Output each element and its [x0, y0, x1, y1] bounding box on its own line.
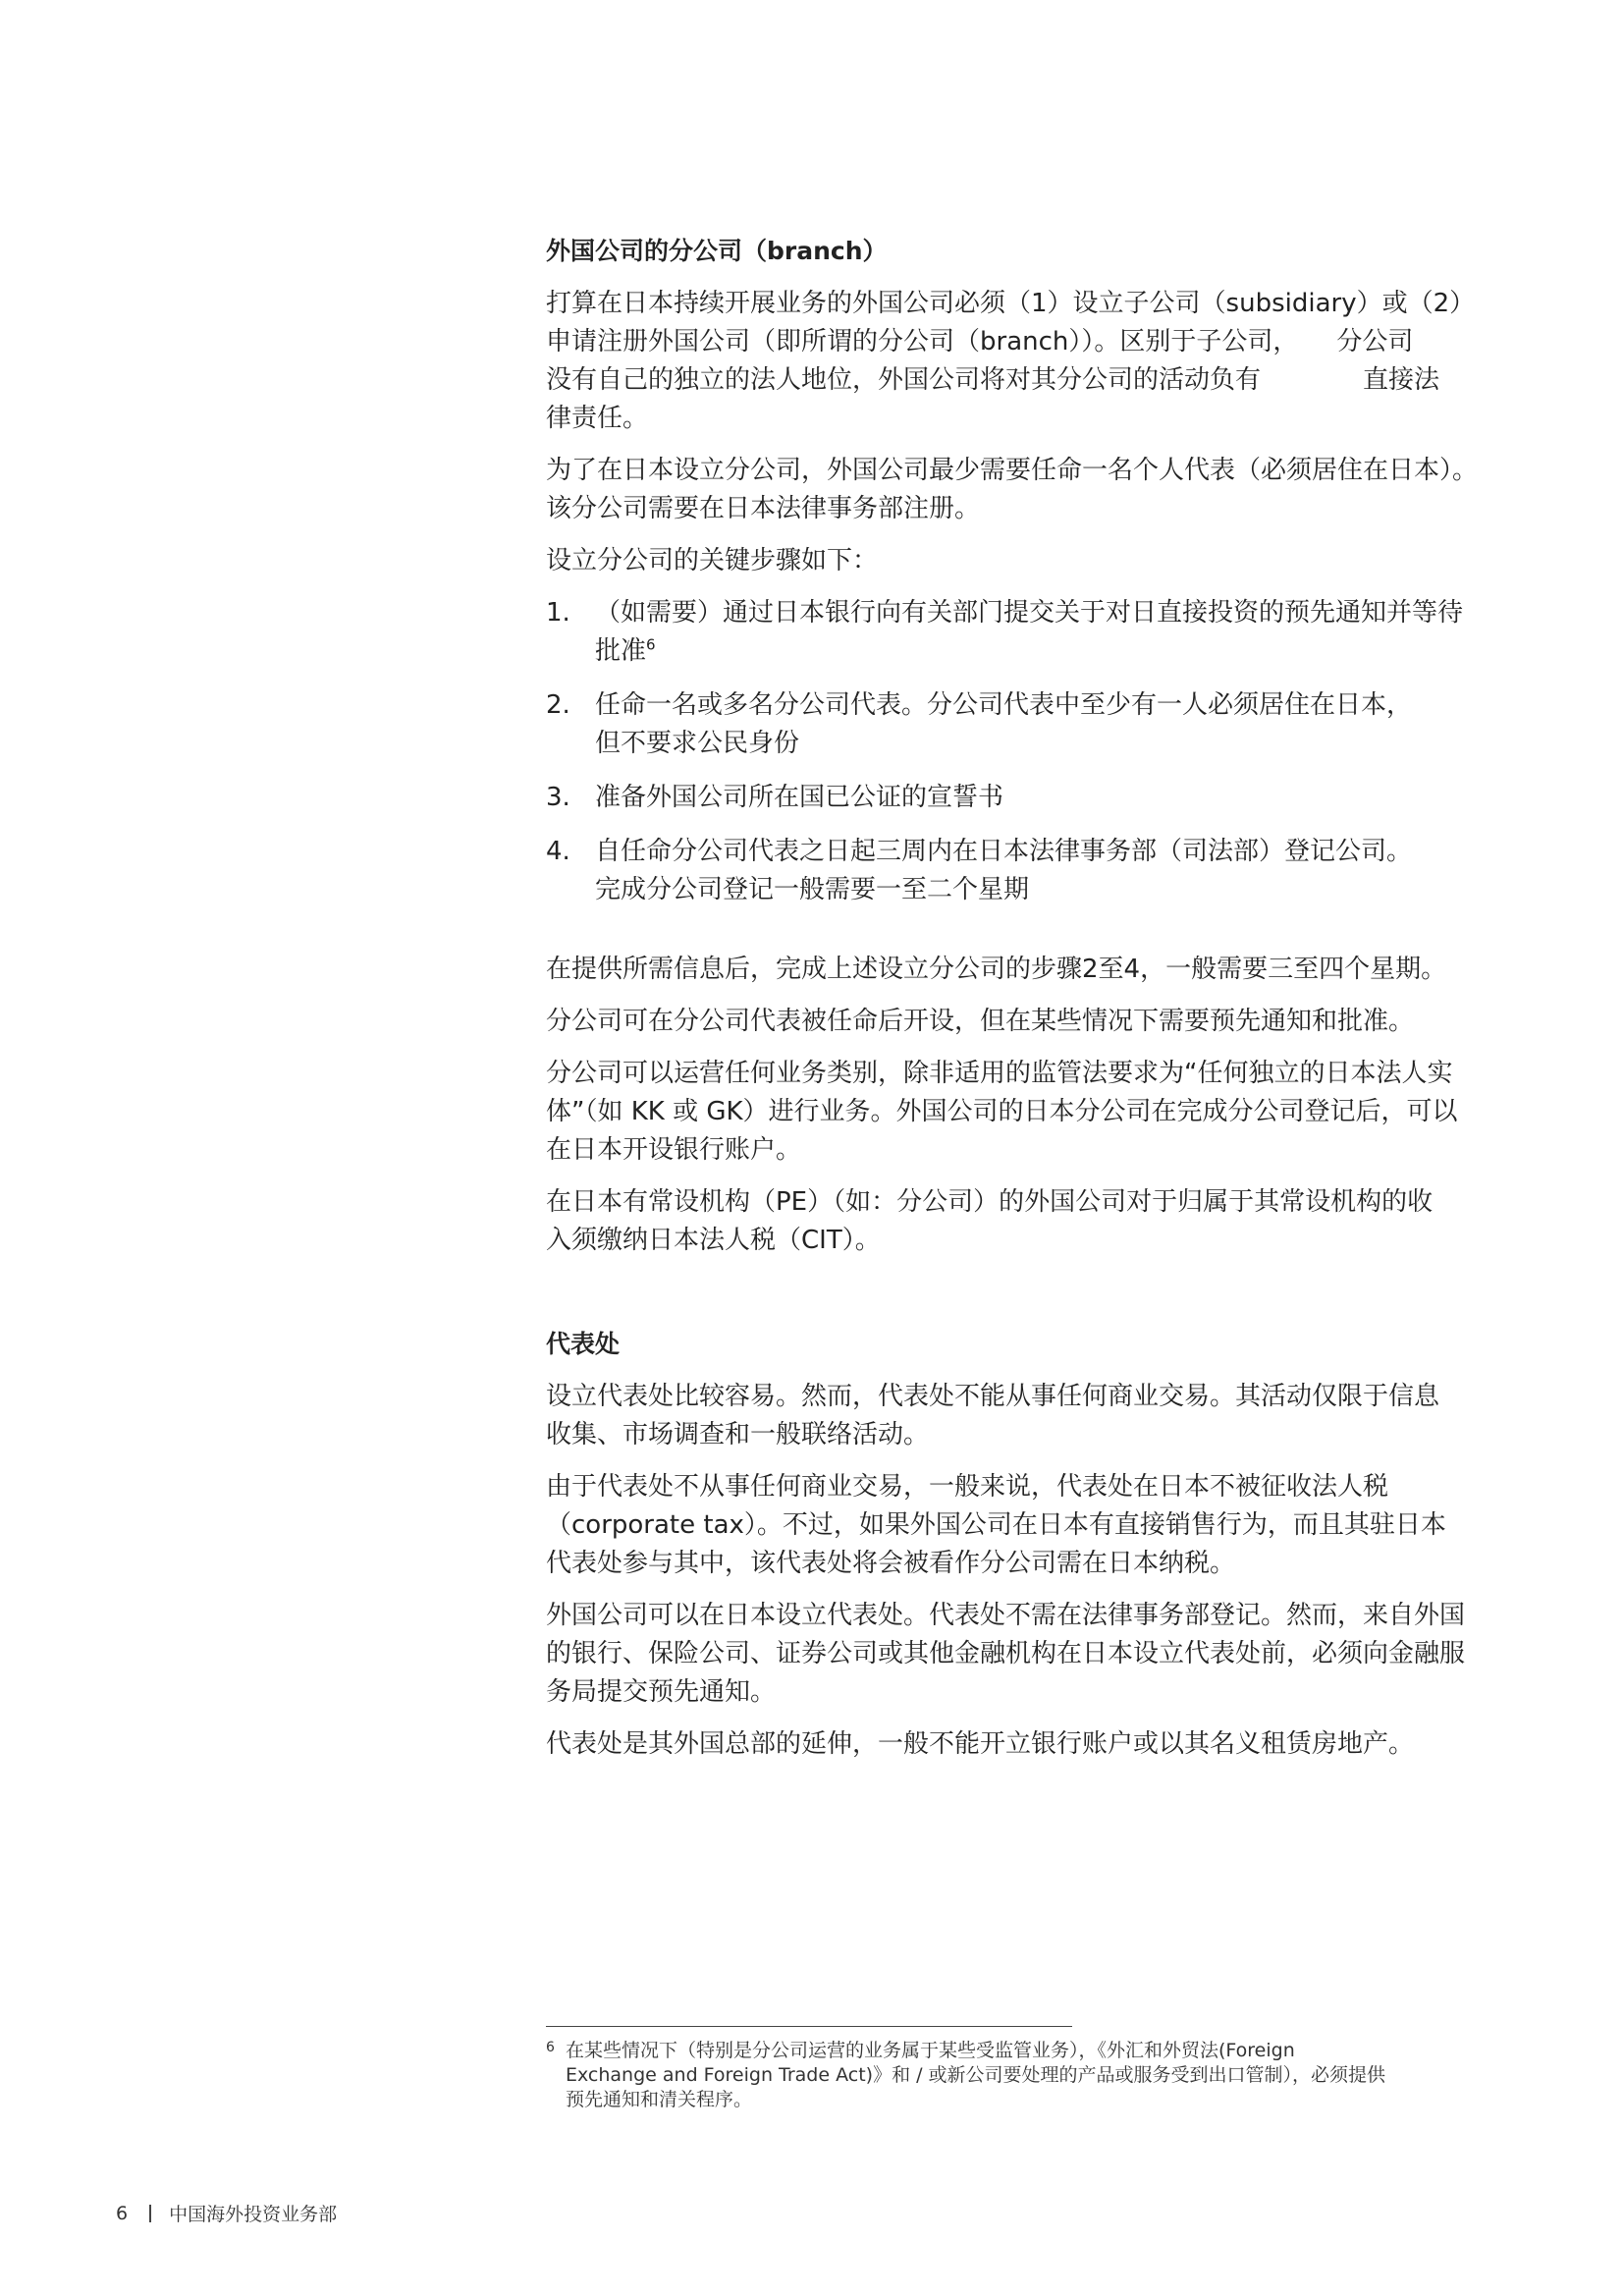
footnote-reference: 6 — [646, 635, 656, 654]
text-line: 体”（如 KK 或 GK）进行业务。外国公司的日本分公司在完成分公司登记后，可以 — [546, 1097, 1458, 1126]
text-line: 但不要求公民身份 — [595, 729, 800, 758]
page-number: 6 — [116, 2202, 129, 2224]
list-number: 4. — [546, 837, 570, 866]
paragraph: 设立分公司的关键步骤如下： — [546, 546, 879, 575]
list-item — [546, 686, 1567, 763]
text-line: 律责任。 — [546, 404, 649, 433]
text-line: 申请注册外国公司（即所谓的分公司（branch））。区别于子公司， 分公司 — [546, 327, 1414, 356]
text-line: 该分公司需要在日本法律事务部注册。 — [546, 494, 981, 523]
steps-list — [546, 594, 1567, 909]
list-item — [546, 779, 1567, 817]
text-line: （如需要）通过日本银行向有关部门提交关于对日直接投资的预先通知并等待 — [595, 598, 1464, 628]
text-line: 务局提交预先通知。 — [546, 1677, 777, 1707]
list-item — [546, 594, 1567, 671]
text-line: 收集、市场调查和一般联络活动。 — [546, 1420, 930, 1449]
text-line: 为了在日本设立分公司，外国公司最少需要任命一名个人代表（必须居住在日本）。 — [546, 456, 1479, 485]
text-line: 自任命分公司代表之日起三周内在日本法律事务部（司法部）登记公司。 — [595, 837, 1413, 866]
footnote-line: Exchange and Foreign Trade Act)》和 / 或新公司要处理的产品或服务受到出口管制），必须提供 — [566, 2064, 1386, 2086]
text-line: 入须缴纳日本法人税（CIT）。 — [546, 1226, 881, 1255]
text-line: （corporate tax）。不过，如果外国公司在日本有直接销售行为，而且其驻日本 — [546, 1510, 1446, 1540]
paragraph — [546, 1055, 1567, 1170]
text-line: 外国公司可以在日本设立代表处。代表处不需在法律事务部登记。然而，来自外国 — [546, 1601, 1466, 1630]
paragraph: 代表处是其外国总部的延伸，一般不能开立银行账户或以其名义租赁房地产。 — [546, 1729, 1415, 1759]
footnote-line: 在某些情况下（特别是分公司运营的业务属于某些受监管业务），《外汇和外贸法(Foreign — [566, 2040, 1295, 2061]
text-line: 准备外国公司所在国已公证的宣誓书 — [595, 783, 1004, 812]
paragraph — [546, 285, 1567, 438]
section-heading-rep-office: 代表处 — [546, 1330, 621, 1358]
text-line: 设立代表处比较容易。然而，代表处不能从事任何商业交易。其活动仅限于信息 — [546, 1382, 1440, 1411]
text-line — [595, 632, 1567, 671]
footnote-divider — [546, 2026, 1072, 2027]
list-number: 1. — [546, 598, 570, 628]
list-number: 3. — [546, 783, 570, 812]
text-line: 完成分公司登记一般需要一至二个星期 — [595, 875, 1030, 904]
text-line: 分公司可以运营任何业务类别，除非适用的监管法要求为“任何独立的日本法人实 — [546, 1059, 1453, 1088]
text-line: 由于代表处不从事任何商业交易，一般来说，代表处在日本不被征收法人税 — [546, 1472, 1389, 1502]
footnote-marker: 6 — [546, 2040, 555, 2055]
paragraph — [546, 1597, 1567, 1712]
text-fragment: 批准 — [595, 636, 647, 666]
text-line: 在日本有常设机构（PE）（如：分公司）的外国公司对于归属于其常设机构的收 — [546, 1187, 1434, 1217]
text-line: 任命一名或多名分公司代表。分公司代表中至少有一人必须居住在日本， — [595, 690, 1413, 720]
text-line: 打算在日本持续开展业务的外国公司必须（1）设立子公司（subsidiary）或（2） — [546, 289, 1476, 318]
section-heading-branch: 外国公司的分公司（branch） — [546, 237, 888, 265]
paragraph: 在提供所需信息后，完成上述设立分公司的步骤2至4，一般需要三至四个星期。 — [546, 955, 1447, 984]
paragraph — [546, 1468, 1567, 1583]
list-number: 2. — [546, 690, 570, 720]
paragraph — [546, 452, 1567, 528]
text-line: 没有自己的独立的法人地位，外国公司将对其分公司的活动负有 直接法 — [546, 365, 1440, 395]
paragraph — [546, 1183, 1567, 1260]
paragraph: 分公司可在分公司代表被任命后开设，但在某些情况下需要预先通知和批准。 — [546, 1007, 1415, 1036]
text-line: 代表处参与其中，该代表处将会被看作分公司需在日本纳税。 — [546, 1549, 1236, 1578]
text-line: 在日本开设银行账户。 — [546, 1135, 802, 1165]
footnote-line: 预先通知和清关程序。 — [566, 2089, 753, 2110]
text-line: 的银行、保险公司、证券公司或其他金融机构在日本设立代表处前，必须向金融服 — [546, 1639, 1466, 1668]
main-content — [546, 234, 1567, 1777]
paragraph — [546, 1378, 1567, 1454]
footer-separator — [149, 2205, 151, 2222]
list-item — [546, 833, 1567, 909]
footnote — [546, 2039, 1528, 2112]
footer-title: 中国海外投资业务部 — [169, 2204, 338, 2225]
page-footer — [116, 2200, 337, 2226]
